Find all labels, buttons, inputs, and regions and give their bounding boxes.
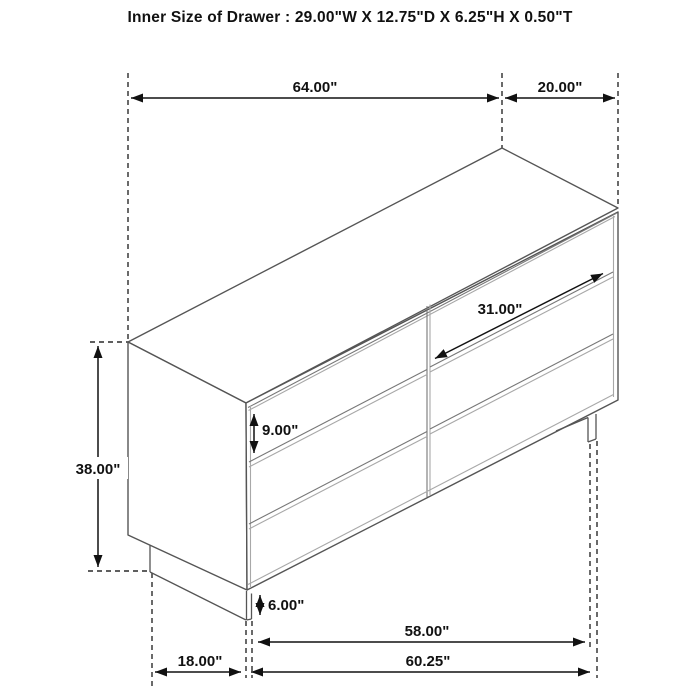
dimension-label: 31.00" (477, 301, 523, 318)
base-front-left-leg-foot (247, 619, 252, 620)
dimension-label: 58.00" (404, 623, 450, 640)
dimension-floor-width (251, 653, 590, 672)
base-right-leg-foot (588, 439, 596, 442)
dimension-label: 60.25" (405, 653, 451, 670)
dresser-body (128, 148, 618, 590)
dimension-label: 38.00" (75, 461, 121, 478)
dimension-floor-depth (155, 653, 241, 672)
dimension-label: 18.00" (177, 653, 223, 670)
dimension-base-width (258, 623, 585, 642)
dimension-overall-height (68, 346, 128, 567)
dimension-label: 20.00" (537, 79, 583, 96)
dimension-base-height (260, 595, 304, 615)
dimension-label: 9.00" (262, 422, 299, 439)
dimension-label: 64.00" (292, 79, 338, 96)
dimension-top-width (131, 79, 499, 98)
diagram-title: Inner Size of Drawer : 29.00"W X 12.75"D X 6.25"H X 0.50"T (127, 9, 573, 26)
dimension-label: 6.00" (268, 597, 305, 614)
dimension-top-depth (505, 79, 615, 98)
